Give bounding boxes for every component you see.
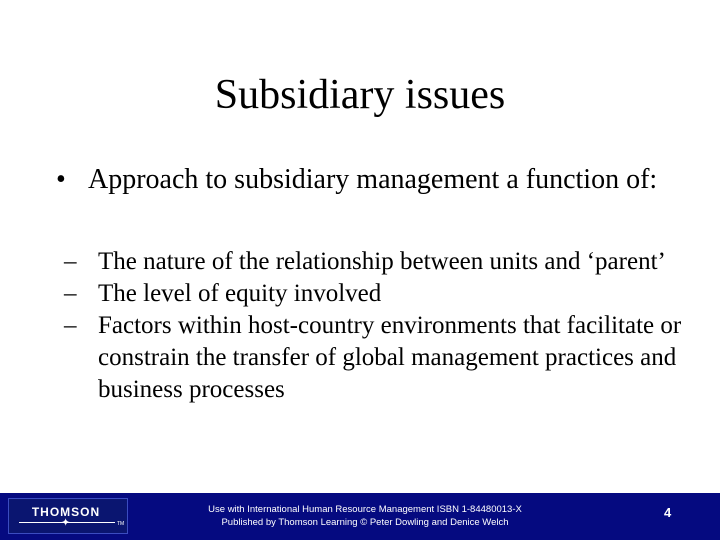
footer-bar [0,493,720,540]
footer-line-2: Published by Thomson Learning © Peter Dowling and Denice Welch [221,517,509,528]
footer-line-1: Use with International Human Resource Management ISBN 1-84480013-X [208,504,522,515]
thomson-logo [8,498,128,534]
sub-bullet-item [64,278,684,310]
logo-text: THOMSON [31,505,101,519]
sub-bullet-list [64,246,684,406]
sub-bullet-text: Factors within host-country environments that facilitate or constrain the transfer of global management practices and business processes [98,312,682,403]
bullet-text: Approach to subsidiary management a function of: [88,164,658,195]
sub-bullet-item [64,246,684,278]
logo-trademark: TM [117,521,125,527]
star-icon: ✦ [61,516,71,529]
slide-title: Subsidiary issues [214,72,506,118]
sub-bullet-item [64,310,684,406]
sub-bullet-text: The nature of the relationship between units and ‘parent’ [98,248,666,275]
footer-credits [150,503,580,529]
bullet-list [56,164,686,196]
dash-icon: – [64,248,77,275]
sub-bullet-text: The level of equity involved [98,280,382,307]
page-number: 4 [664,505,672,520]
bullet-item [56,164,686,196]
dash-icon: – [64,312,77,339]
bullet-dot-icon: • [56,164,66,195]
dash-icon: – [64,280,77,307]
